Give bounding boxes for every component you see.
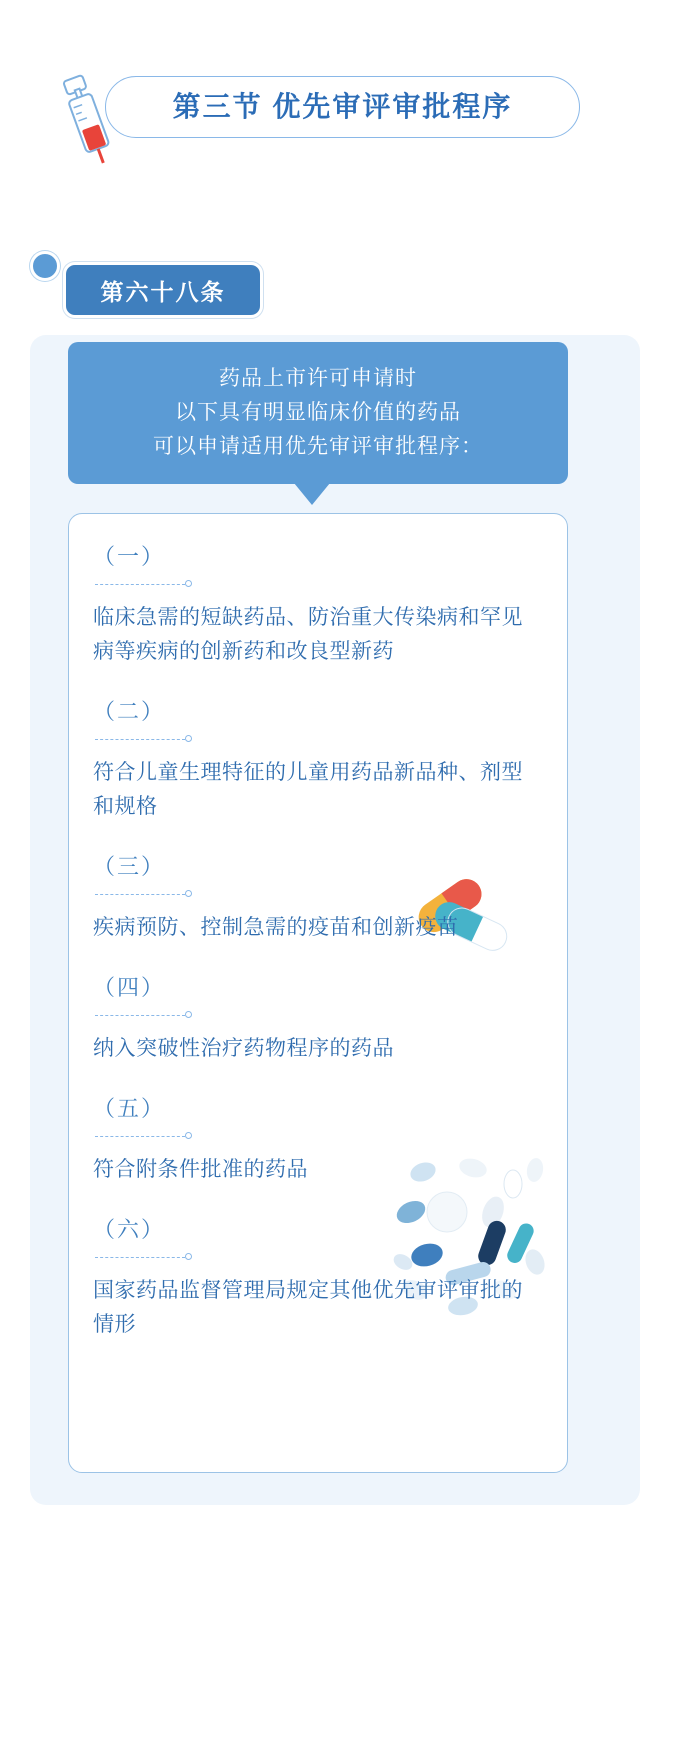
list-item	[69, 1066, 567, 1187]
callout-tail	[294, 483, 330, 505]
callout-line-2: 以下具有明显临床价值的药品	[175, 401, 461, 424]
callout-line-3: 可以申请适用优先审评审批程序：	[153, 435, 483, 458]
list-item-divider	[95, 1131, 193, 1143]
page-title: 第三节 优先审评审批程序	[172, 91, 513, 122]
list-item-text: 国家药品监督管理局规定其他优先审评审批的情形	[93, 1279, 523, 1336]
list-item-divider	[95, 889, 193, 901]
article-marker-dot	[30, 251, 60, 281]
callout-line-1: 药品上市许可申请时	[219, 367, 417, 390]
list-item-number: （一）	[93, 544, 166, 569]
provisions-list	[68, 513, 568, 1473]
page-header	[0, 66, 700, 176]
list-item-number: （六）	[93, 1217, 166, 1242]
article-badge: 第六十八条	[63, 262, 263, 318]
list-item-divider	[95, 734, 193, 746]
list-item-number: （四）	[93, 975, 166, 1000]
list-item	[69, 669, 567, 824]
list-item-number: （五）	[93, 1096, 166, 1121]
list-item-divider	[95, 579, 193, 591]
callout-box	[68, 342, 568, 484]
list-item-number: （二）	[93, 699, 166, 724]
list-item-text: 符合附条件批准的药品	[93, 1158, 308, 1181]
list-item-divider	[95, 1010, 193, 1022]
list-item-text: 符合儿童生理特征的儿童用药品新品种、剂型和规格	[93, 761, 523, 818]
list-item	[69, 514, 567, 669]
list-item-text: 疾病预防、控制急需的疫苗和创新疫苗	[93, 916, 459, 939]
list-item	[69, 945, 567, 1066]
list-item-number: （三）	[93, 854, 166, 879]
list-item-text: 纳入突破性治疗药物程序的药品	[93, 1037, 394, 1060]
list-item-divider	[95, 1252, 193, 1264]
list-item-text: 临床急需的短缺药品、防治重大传染病和罕见病等疾病的创新药和改良型新药	[93, 606, 523, 663]
